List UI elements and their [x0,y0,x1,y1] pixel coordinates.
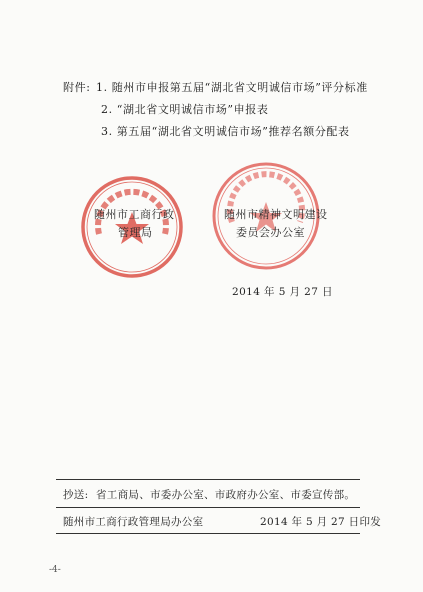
divider-top [56,479,360,480]
page-number: -4- [49,565,61,575]
divider-middle [56,507,360,508]
attachment-item-1: 1. 随州市申报第五届“湖北省文明诚信市场”评分标准 [96,81,368,94]
attachment-item-3: 3. 第五届“湖北省文明诚信市场”推荐名额分配表 [101,125,350,138]
attachments-label: 附件: [63,81,91,94]
cc-label: 抄送: [63,489,89,501]
document-date: 2014 年 5 月 27 日 [232,286,333,298]
right-signature-line1: 随州市精神文明建设 [224,208,328,221]
left-signature-line2: 管理局 [118,226,153,239]
issuer-date: 2014 年 5 月 27 日印发 [260,516,382,528]
right-signature-line2: 委员会办公室 [236,226,305,239]
cc-recipients: 省工商局、市委办公室、市政府办公室、市委宣传部。 [96,489,356,501]
divider-bottom [56,533,360,534]
attachment-item-2: 2. “湖北省文明诚信市场”申报表 [101,103,269,116]
left-signature-line1: 随州市工商行政 [94,208,175,221]
issuer-office: 随州市工商行政管理局办公室 [63,516,204,528]
